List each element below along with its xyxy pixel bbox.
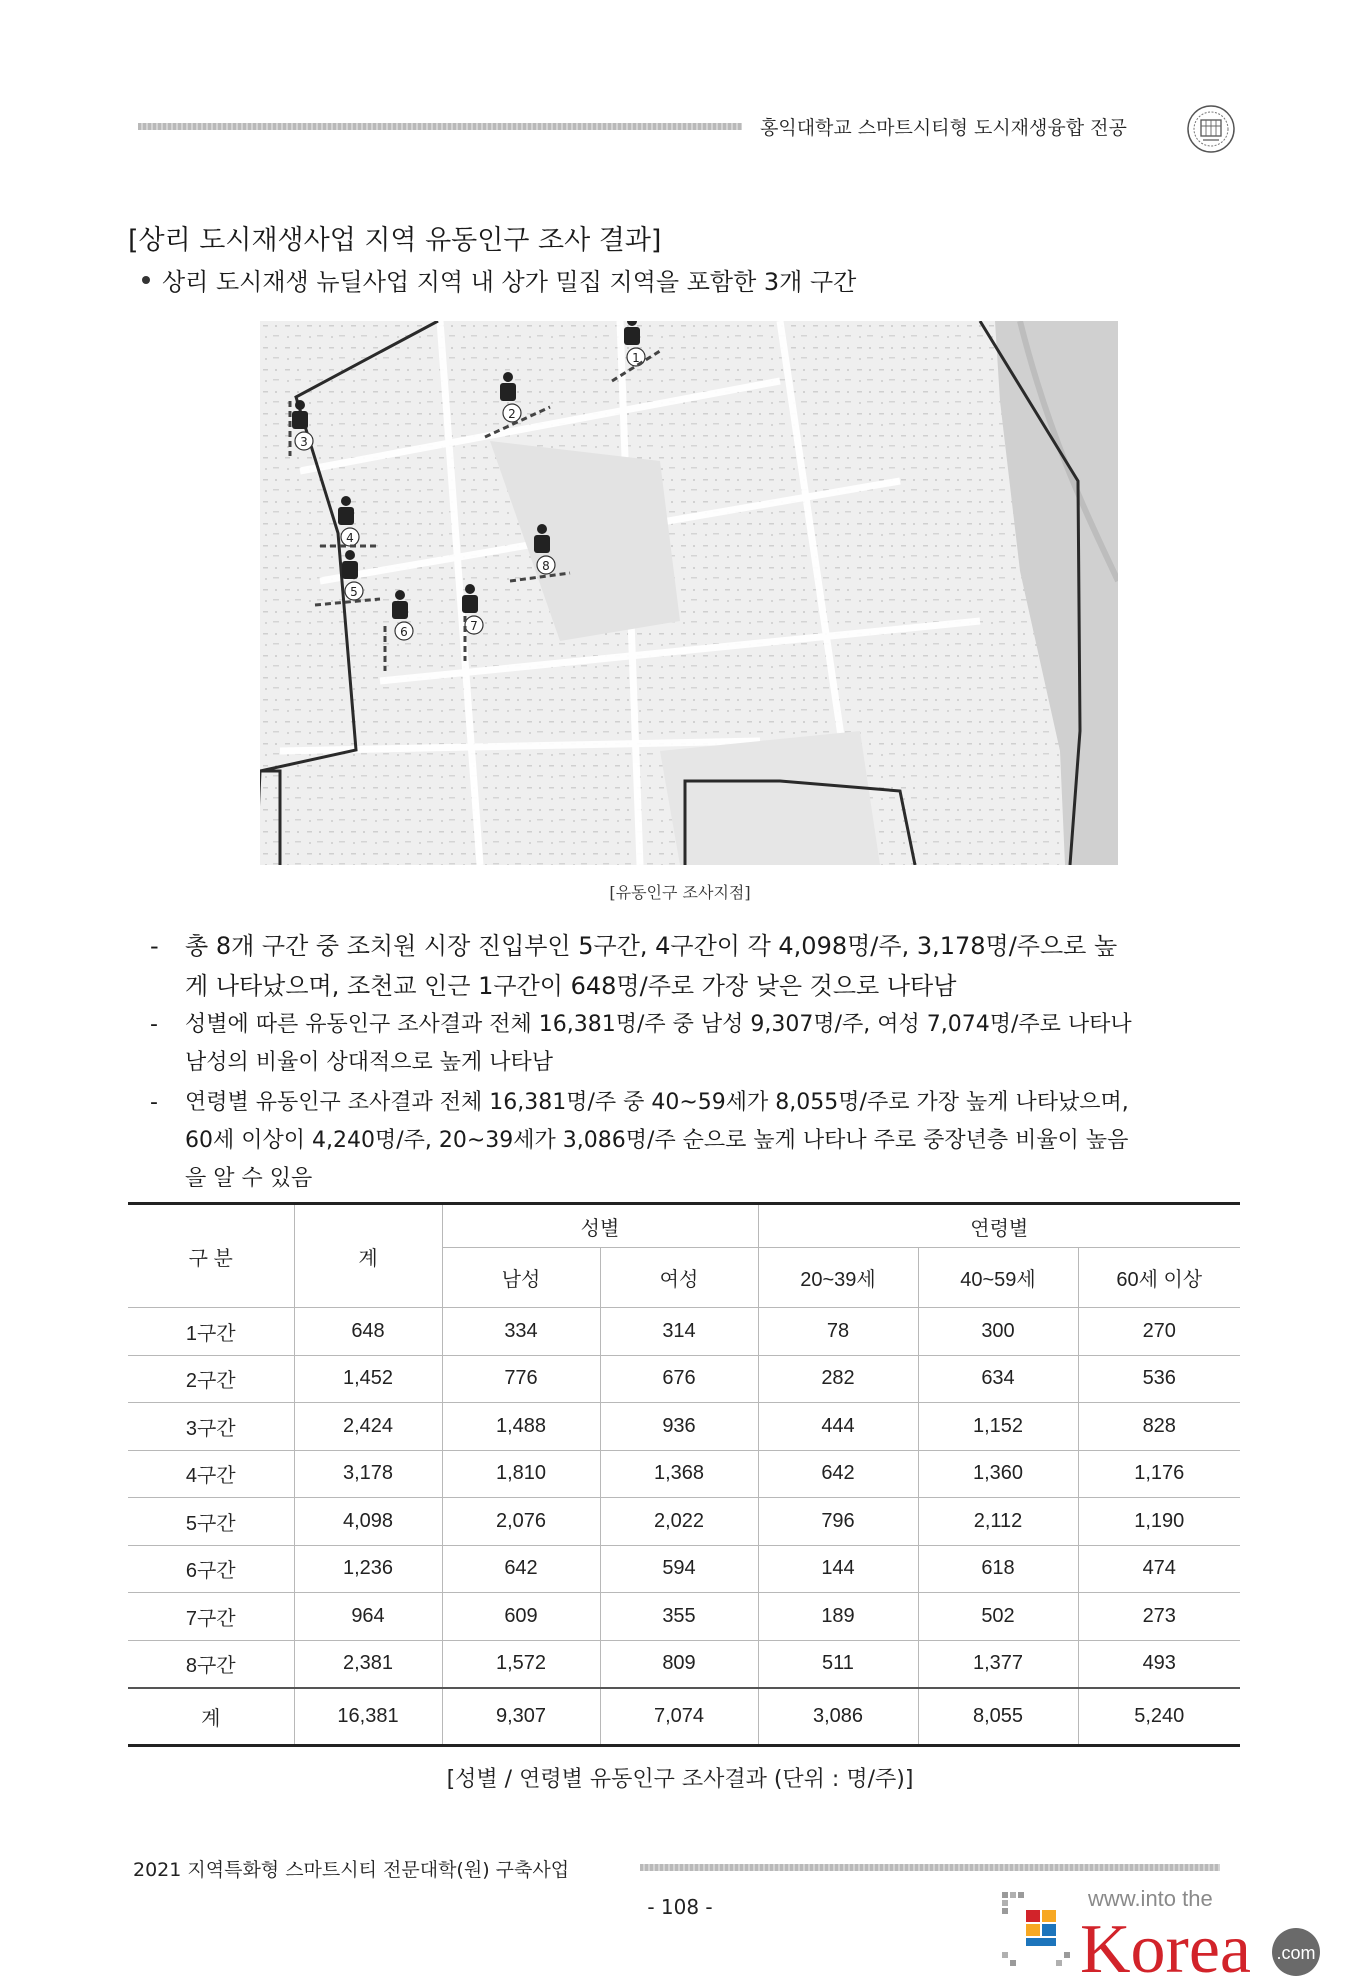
- total-cell: 3,086: [758, 1688, 918, 1746]
- table-cell: 1,810: [442, 1450, 600, 1498]
- footer-rule: [640, 1864, 1220, 1871]
- total-cell: 8,055: [918, 1688, 1078, 1746]
- header-gender: 성별: [442, 1204, 758, 1248]
- paragraph-line: 연령별 유동인구 조사결과 전체 16,381명/주 중 40~59세가 8,055명/주로 가장 높게 나타났으며,: [185, 1090, 1129, 1115]
- point-number: 5: [350, 585, 358, 599]
- table-cell: 1,377: [918, 1640, 1078, 1688]
- table-cell: 676: [600, 1355, 758, 1403]
- table-cell: 1,572: [442, 1640, 600, 1688]
- table-cell: 1,368: [600, 1450, 758, 1498]
- total-cell: 9,307: [442, 1688, 600, 1746]
- university-seal-icon: [1186, 104, 1236, 154]
- table-caption: [성별 / 연령별 유동인구 조사결과 (단위 : 명/주)]: [446, 1767, 914, 1792]
- row-label: 8구간: [128, 1640, 294, 1688]
- population-table: [128, 1202, 1240, 1747]
- paragraph-line: 게 나타났으며, 조천교 인근 1구간이 648명/주로 가장 낮은 것으로 나타남: [185, 972, 957, 1000]
- table-cell: 609: [442, 1593, 600, 1641]
- bullet-label: 상리 도시재생 뉴딜사업 지역 내 상가 밀집 지역을 포함한 3개 구간: [162, 268, 857, 296]
- paragraph-3: [150, 1084, 1250, 1198]
- watermark-big-text: Korea: [1080, 1911, 1252, 1980]
- table-row: [128, 1403, 1240, 1451]
- point-number: 1: [632, 351, 640, 365]
- header-rule: [138, 123, 742, 130]
- header-age-40-59: 40~59세: [918, 1248, 1078, 1308]
- paragraph-1: [150, 926, 1250, 1006]
- paragraph-line: 성별에 따른 유동인구 조사결과 전체 16,381명/주 중 남성 9,307명/주, 여성 7,074명/주로 나타나: [185, 1012, 1132, 1037]
- table-cell: 144: [758, 1545, 918, 1593]
- table-cell: 270: [1078, 1308, 1240, 1356]
- table-cell: 634: [918, 1355, 1078, 1403]
- point-number: 7: [470, 619, 478, 633]
- watermark-suffix: .com: [1276, 1943, 1316, 1963]
- header-total: 계: [294, 1204, 442, 1308]
- map-block: [660, 731, 880, 865]
- table-row: [128, 1593, 1240, 1641]
- table-cell: 2,112: [918, 1498, 1078, 1546]
- table-cell: 776: [442, 1355, 600, 1403]
- watermark-grid-icon: [1002, 1892, 1070, 1966]
- table-cell: 493: [1078, 1640, 1240, 1688]
- survey-map: [260, 321, 1118, 865]
- table-cell: 594: [600, 1545, 758, 1593]
- table-row: [128, 1450, 1240, 1498]
- watermark-small-text: www.into the: [1088, 1886, 1213, 1911]
- table-cell: 282: [758, 1355, 918, 1403]
- header-male: 남성: [442, 1248, 600, 1308]
- table-cell: 300: [918, 1308, 1078, 1356]
- table-cell: 355: [600, 1593, 758, 1641]
- total-cell: 7,074: [600, 1688, 758, 1746]
- total-cell: 5,240: [1078, 1688, 1240, 1746]
- bullet-text: [142, 262, 856, 297]
- row-label: 5구간: [128, 1498, 294, 1546]
- table-cell: 334: [442, 1308, 600, 1356]
- table-row: [128, 1640, 1240, 1688]
- table-row: [128, 1498, 1240, 1546]
- table-cell: 1,176: [1078, 1450, 1240, 1498]
- table-cell: 511: [758, 1640, 918, 1688]
- paragraph-line: 총 8개 구간 중 조치원 시장 진입부인 5구간, 4구간이 각 4,098명/주, 3,178명/주으로 높: [185, 932, 1118, 960]
- table-cell: 642: [442, 1545, 600, 1593]
- section-title: [상리 도시재생사업 지역 유동인구 조사 결과]: [128, 225, 662, 256]
- bullet-dot-icon: [142, 276, 150, 284]
- header-age-20-39: 20~39세: [758, 1248, 918, 1308]
- point-number: 3: [300, 435, 308, 449]
- footer-title: 2021 지역특화형 스마트시티 전문대학(원) 구축사업: [133, 1859, 570, 1881]
- paragraph-line: 60세 이상이 4,240명/주, 20~39세가 3,086명/주 순으로 높게 나타나 주로 중장년층 비율이 높음: [185, 1128, 1129, 1153]
- row-label: 6구간: [128, 1545, 294, 1593]
- total-label: 계: [128, 1688, 294, 1746]
- header-title: 홍익대학교 스마트시티형 도시재생융합 전공: [760, 117, 1127, 139]
- table-cell: 1,190: [1078, 1498, 1240, 1546]
- table-body: [128, 1308, 1240, 1746]
- table-cell: 536: [1078, 1355, 1240, 1403]
- table-cell: 474: [1078, 1545, 1240, 1593]
- table-cell: 936: [600, 1403, 758, 1451]
- table-header-row: [128, 1204, 1240, 1248]
- table-cell: 648: [294, 1308, 442, 1356]
- page-number: - 108 -: [647, 1895, 713, 1919]
- map-caption: [유동인구 조사지점]: [609, 883, 751, 902]
- header-age-60-plus: 60세 이상: [1078, 1248, 1240, 1308]
- table-total-row: [128, 1688, 1240, 1746]
- table-cell: 796: [758, 1498, 918, 1546]
- table-cell: 3,178: [294, 1450, 442, 1498]
- header-category: 구 분: [128, 1204, 294, 1308]
- point-number: 4: [346, 531, 354, 545]
- table-row: [128, 1308, 1240, 1356]
- table-cell: 964: [294, 1593, 442, 1641]
- table-cell: 189: [758, 1593, 918, 1641]
- paragraph-line: 남성의 비율이 상대적으로 높게 나타남: [185, 1050, 554, 1075]
- table-cell: 1,236: [294, 1545, 442, 1593]
- row-label: 3구간: [128, 1403, 294, 1451]
- dash-marker: -: [150, 1090, 158, 1115]
- point-number: 8: [542, 559, 550, 573]
- paragraph-2: [150, 1006, 1250, 1082]
- table-cell: 2,381: [294, 1640, 442, 1688]
- table-cell: 4,098: [294, 1498, 442, 1546]
- dash-marker: -: [150, 932, 159, 960]
- table-cell: 642: [758, 1450, 918, 1498]
- table-cell: 618: [918, 1545, 1078, 1593]
- point-number: 2: [508, 407, 516, 421]
- table-cell: 809: [600, 1640, 758, 1688]
- table-cell: 1,152: [918, 1403, 1078, 1451]
- row-label: 1구간: [128, 1308, 294, 1356]
- table-cell: 2,076: [442, 1498, 600, 1546]
- table-row: [128, 1355, 1240, 1403]
- table-cell: 1,488: [442, 1403, 600, 1451]
- dash-marker: -: [150, 1012, 158, 1037]
- total-cell: 16,381: [294, 1688, 442, 1746]
- table-cell: 78: [758, 1308, 918, 1356]
- row-label: 2구간: [128, 1355, 294, 1403]
- header-female: 여성: [600, 1248, 758, 1308]
- point-number: 6: [400, 625, 408, 639]
- header-age: 연령별: [758, 1204, 1240, 1248]
- into-the-korea-watermark: [996, 1880, 1326, 1980]
- table-cell: 314: [600, 1308, 758, 1356]
- table-cell: 2,022: [600, 1498, 758, 1546]
- table-cell: 502: [918, 1593, 1078, 1641]
- row-label: 7구간: [128, 1593, 294, 1641]
- table-cell: 1,360: [918, 1450, 1078, 1498]
- table-cell: 828: [1078, 1403, 1240, 1451]
- paragraph-line: 을 알 수 있음: [185, 1166, 313, 1191]
- table-cell: 1,452: [294, 1355, 442, 1403]
- row-label: 4구간: [128, 1450, 294, 1498]
- table-row: [128, 1545, 1240, 1593]
- table-cell: 273: [1078, 1593, 1240, 1641]
- table-cell: 444: [758, 1403, 918, 1451]
- table-cell: 2,424: [294, 1403, 442, 1451]
